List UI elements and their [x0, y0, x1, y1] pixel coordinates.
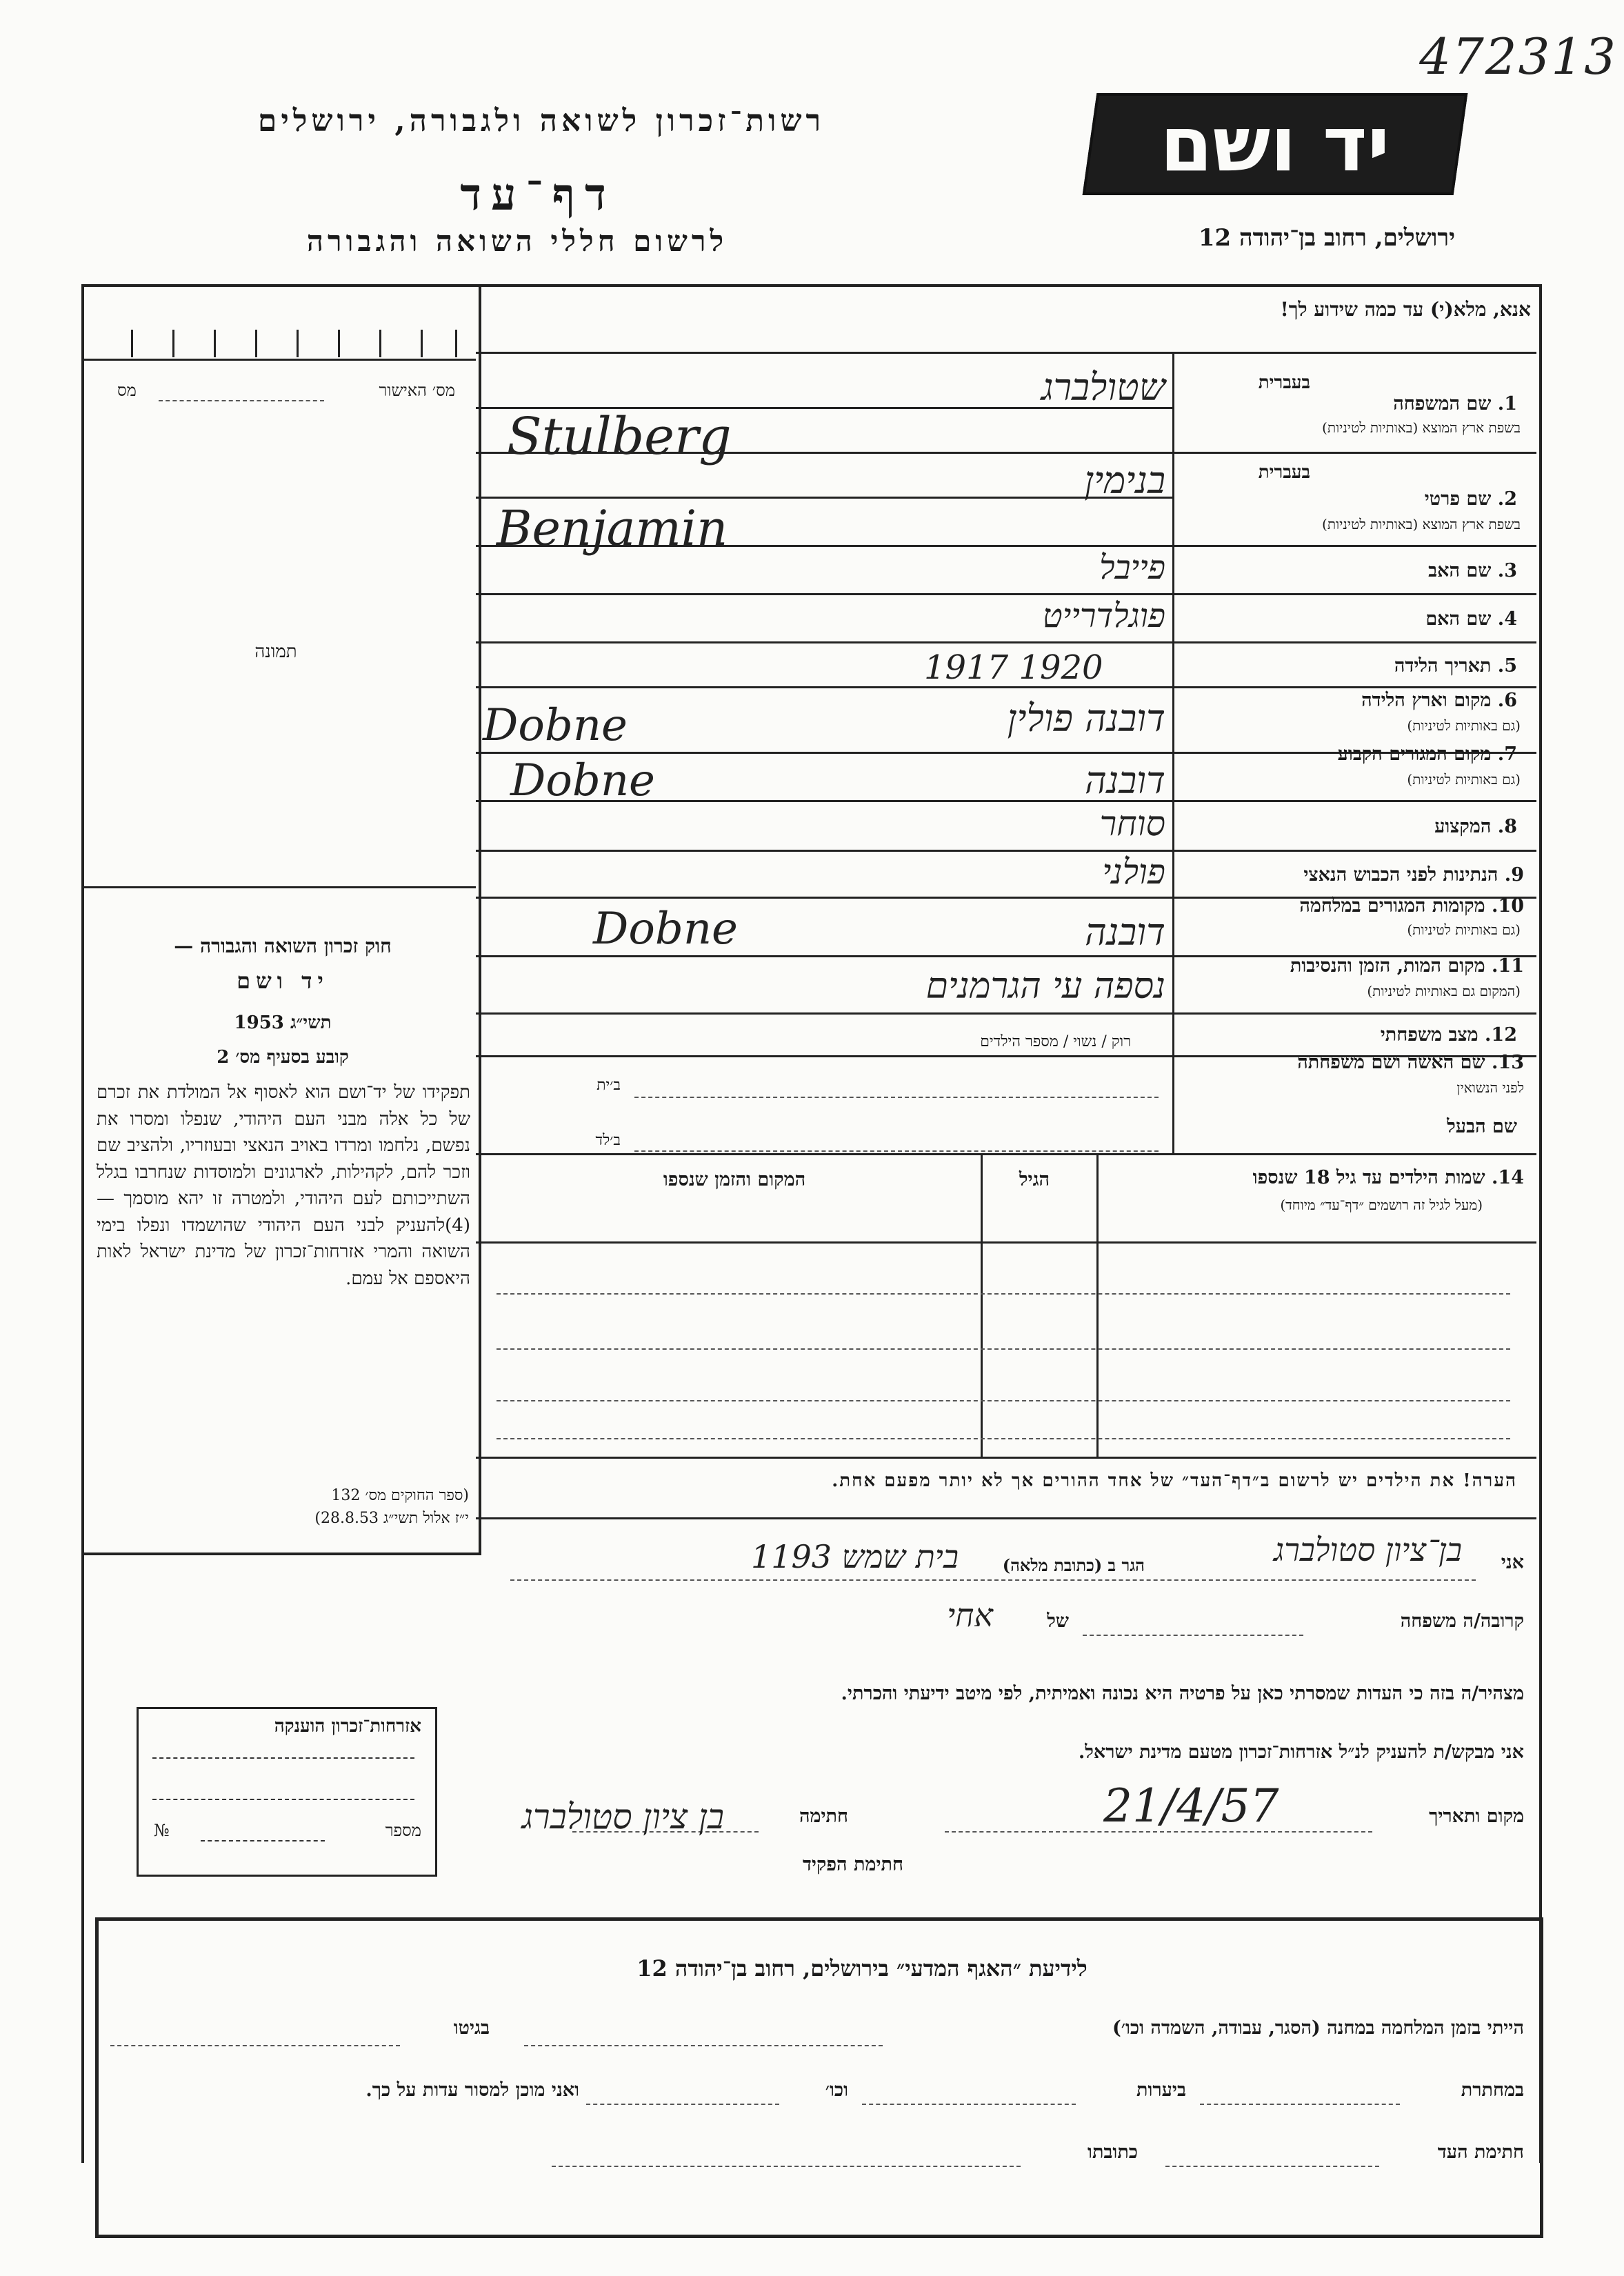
death-place-value: נספה עי הגרמנים — [925, 966, 1165, 1007]
mother-label: 4. שם האם — [1425, 608, 1517, 630]
law-source: (ספר החוקים מס׳ 132 — [331, 1487, 469, 1504]
spouse-born-m: ב׳לד — [595, 1132, 621, 1149]
father-value: פייבל — [1099, 548, 1165, 587]
page-subtitle: לרשום חללי השואה והגבורה — [306, 224, 728, 258]
archive-number: 472313 — [1419, 28, 1617, 86]
family-name-sub: בשפת ארץ המוצא (באותיות לטיניות) — [1322, 419, 1521, 436]
citizenship-value: פולני — [1102, 852, 1165, 892]
family-status-options: רוק / נשוי / מספר הילדים — [980, 1033, 1131, 1050]
residence-label: 7. מקום המגורים הקבוע — [1337, 743, 1517, 765]
family-name-label: 1. שם המשפחה — [1393, 393, 1517, 415]
first-name-value-he: בנימין — [1084, 459, 1165, 502]
children-sub: (מעל לגיל זה רושמים ״דף־עד״ מיוחד) — [1280, 1197, 1483, 1213]
bottom-heading: לידיעת ״האגף המדעי״ בירושלים, רחוב בן־יהודה 12 — [636, 1955, 1087, 1981]
birth-place-label: 6. מקום וארץ הלידה — [1361, 690, 1517, 711]
residence-value-latin: Dobne — [510, 755, 655, 806]
bottom-line2-b: ביערות — [1136, 2079, 1186, 2101]
children-label: 14. שמות הילדים עד גיל 18 שנספו — [1252, 1167, 1524, 1188]
birth-date-value: 1917 1920 — [924, 648, 1103, 687]
signature-label: חתימה — [799, 1806, 848, 1827]
family-name-value-he: שטולברג — [1041, 366, 1165, 409]
witness-address-label: הגר ב (כתובת מלאה) — [1002, 1555, 1145, 1575]
law-date: י״ז אלול תשי״ג 28.8.53) — [314, 1510, 469, 1527]
citizenship-label: 9. הנתינות לפני הכבוש הנאצי — [1303, 864, 1524, 886]
wartime-residence-sub: (גם באותיות לטיניות) — [1407, 921, 1521, 938]
decision-no-label: מס — [117, 381, 137, 400]
profession-label: 8. המקצוע — [1434, 816, 1517, 837]
bottom-line1-end: בגיטו — [453, 2017, 490, 2039]
family-status-label: 12. מצב משפחתי — [1380, 1024, 1517, 1046]
bottom-line3-b: כתובתו — [1087, 2142, 1138, 2163]
bottom-line2-a: במחתרת — [1461, 2079, 1524, 2101]
form-instruction: אנא, מלא(י) עד כמה שידוע לך! — [1280, 298, 1531, 321]
first-name-label: 2. שם פרטי — [1424, 488, 1517, 510]
declaration-1: מצהיר/ה בזה כי העדות שמסרתי כאן על פרטיה היא נכונה ואמיתית, לפי מיטב ידיעתי והכרתי. — [841, 1683, 1524, 1704]
signature-value: בן ציון סטולברג — [521, 1797, 724, 1837]
bottom-line2-c: וכו׳ — [825, 2079, 848, 2101]
bottom-line3-a: חתימת העד — [1437, 2142, 1524, 2163]
law-text: תפקידו של יד־ושם הוא לאסוף אל המולדת את זכרם של כל אלה מבני העם היהודי, שנפלו ומסרו את נפשם, נלחמו ומרדו באויב הנאצי ובעוזריו, ולהציב שם וזכר להם, לקהילות, לארגונים ולמוסדות שנחרבו בגלל השתייכותם לעם היהודי, ולמטרה זו יהא מוסמך — (4)להעניק לבני העם היהודי שהושמדו ונפלו בימי השואה והמרי אזרחות־זכרון של מדינת ישראל לאות היאספם אל עמם. — [97, 1082, 470, 1289]
place-date-label: מקום ותאריך — [1429, 1806, 1524, 1827]
witness-name: בן־ציון סטולברג — [1274, 1531, 1462, 1568]
authority-name: רשות־זכרון לשואה ולגבורה, ירושלים — [257, 103, 825, 139]
death-place-label: 11. מקום המות, הזמן והנסיבות — [1290, 955, 1524, 977]
law-line-1: חוק זכרון השואה והגבורה — — [174, 935, 392, 957]
husband-label: שם הבעל — [1447, 1116, 1517, 1137]
relation-label: קרובה/ה משפחה — [1400, 1610, 1524, 1632]
children-col-place: המקום והזמן שנספו — [663, 1169, 806, 1190]
spouse-label: 13. שם האשה ושם משפחתה — [1297, 1052, 1524, 1073]
certificate-no-label: № — [154, 1821, 170, 1840]
profession-value: סוחר — [1099, 803, 1165, 843]
decision-label: מס׳ האישור — [379, 381, 455, 400]
residence-value-he: דובנה — [1085, 759, 1165, 802]
in-hebrew-1: בעברית — [1258, 372, 1310, 393]
law-line-4: קובע בסעיף מס׳ 2 — [217, 1047, 349, 1068]
page-title: דף־עד — [460, 169, 616, 221]
spouse-sub: לפני הנשואין — [1456, 1079, 1524, 1096]
first-name-sub: בשפת ארץ המוצא (באותיות לטיניות) — [1322, 516, 1521, 532]
bottom-line1: הייתי בזמן המלחמה במחנה (הסגר, עבודה, השמדה וכו׳) — [1112, 2017, 1524, 2039]
birth-place-value-latin: Dobne — [483, 700, 628, 751]
in-hebrew-2: בעברית — [1258, 462, 1310, 483]
children-col-age: הגיל — [1019, 1169, 1050, 1190]
declaration-2: אני מבקש/ת להעניק לנ״ל אזרחות־זכרון מטעם מדינת ישראל. — [1078, 1741, 1524, 1763]
first-name-value-latin: Benjamin — [497, 500, 728, 557]
law-line-2: יד ושם — [237, 968, 329, 994]
residence-sub: (גם באותיות לטיניות) — [1407, 771, 1521, 788]
witness-prefix: אני — [1501, 1552, 1524, 1573]
certificate-box — [137, 1707, 437, 1877]
logo-text: יד ושם — [1160, 100, 1390, 188]
wartime-residence-value-latin: Dobne — [593, 904, 738, 955]
death-place-sub: (המקום גם באותיות לטיניות) — [1367, 983, 1521, 999]
spouse-born-f: ב׳ית — [597, 1077, 621, 1094]
birth-date-label: 5. תאריך הלידה — [1394, 655, 1517, 677]
birth-place-sub: (גם באותיות לטיניות) — [1407, 717, 1521, 734]
wartime-residence-label: 10. מקומות המגורים במלחמה — [1299, 895, 1524, 917]
law-line-3: תשי״ג 1953 — [234, 1012, 332, 1033]
note: הערה! את הילדים יש לרשום ב״דף־העד״ של אחד ההורים אך לא יותר מפעם אחת. — [832, 1470, 1517, 1491]
sidebar-frame — [81, 284, 481, 1555]
father-label: 3. שם האב — [1428, 560, 1517, 581]
official-label: חתימת הפקיד — [802, 1854, 903, 1875]
birth-place-value-he: דובנה פולין — [1007, 697, 1165, 740]
date-value: 21/4/57 — [1103, 1779, 1279, 1833]
wartime-residence-value-he: דובנה — [1085, 910, 1165, 954]
certificate-title: אזרחות־זכרון הוענקה — [274, 1716, 421, 1737]
mother-value: פוגלדרייט — [1042, 597, 1165, 635]
address: ירושלים, רחוב בן־יהודה 12 — [1198, 224, 1455, 252]
bottom-line2-d: ואני מוכן למסור עדות על כך. — [365, 2079, 579, 2101]
relation-of: של — [1047, 1610, 1069, 1632]
certificate-number-label: מספר — [385, 1821, 421, 1840]
relation-value: אחי — [947, 1597, 993, 1634]
yad-vashem-logo — [1083, 93, 1468, 195]
witness-address: בית שמש 1193 — [750, 1538, 959, 1575]
family-name-value-latin: Stulberg — [507, 407, 732, 466]
photo-label: תמונה — [254, 641, 297, 662]
